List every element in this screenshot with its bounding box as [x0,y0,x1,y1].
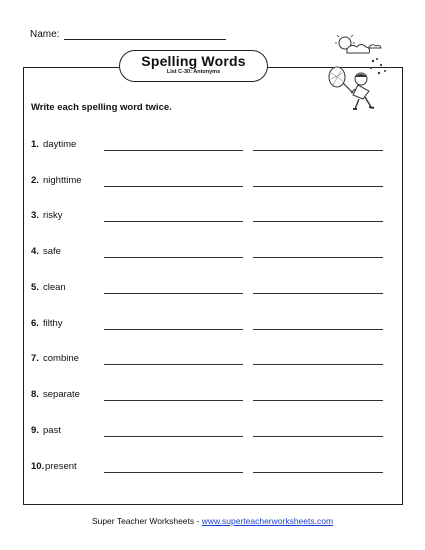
writing-line-2[interactable] [253,472,383,473]
name-label: Name: [30,29,60,40]
page-title: Spelling Words [141,53,246,69]
word-row [31,353,391,367]
word-number: 4. [31,246,39,257]
word-number: 10. [31,461,45,472]
writing-line-1[interactable] [104,329,243,330]
spelling-word: clean [43,282,66,293]
writing-line-2[interactable] [253,329,383,330]
word-number: 2. [31,175,39,186]
spelling-word: daytime [43,139,77,150]
spelling-word: present [45,461,77,472]
footer [0,516,425,526]
spelling-word: separate [43,389,80,400]
spelling-word: safe [43,246,61,257]
spelling-word: risky [43,210,63,221]
writing-line-2[interactable] [253,150,383,151]
writing-line-2[interactable] [253,436,383,437]
word-number: 3. [31,210,39,221]
writing-line-2[interactable] [253,400,383,401]
name-input-line[interactable] [64,39,226,40]
word-row [31,425,391,439]
writing-line-1[interactable] [104,364,243,365]
spelling-word: filthy [43,318,63,329]
word-row [31,461,391,475]
footer-link[interactable]: www.superteacherworksheets.com [201,516,334,526]
spelling-word: past [43,425,61,436]
word-number: 5. [31,282,39,293]
footer-text: Super Teacher Worksheets - [91,516,202,526]
writing-line-1[interactable] [104,186,243,187]
writing-line-1[interactable] [104,436,243,437]
writing-line-1[interactable] [104,293,243,294]
word-row [31,175,391,189]
child-with-butterfly-net-icon [325,35,393,117]
writing-line-2[interactable] [253,364,383,365]
word-row [31,246,391,260]
word-row [31,210,391,224]
word-row [31,282,391,296]
list-subtitle: List C-30: Antonyms [166,69,221,75]
spelling-word: combine [43,353,79,364]
word-row [31,318,391,332]
writing-line-2[interactable] [253,293,383,294]
word-number: 8. [31,389,39,400]
instruction-text: Write each spelling word twice. [31,102,172,113]
word-number: 1. [31,139,39,150]
writing-line-2[interactable] [253,221,383,222]
writing-line-1[interactable] [104,257,243,258]
word-number: 9. [31,425,39,436]
word-number: 6. [31,318,39,329]
writing-line-1[interactable] [104,400,243,401]
writing-line-2[interactable] [253,186,383,187]
word-row [31,139,391,153]
writing-line-1[interactable] [104,221,243,222]
spelling-word: nighttime [43,175,82,186]
title-banner [119,50,268,82]
writing-line-1[interactable] [104,472,243,473]
writing-line-2[interactable] [253,257,383,258]
writing-line-1[interactable] [104,150,243,151]
word-row [31,389,391,403]
word-number: 7. [31,353,39,364]
